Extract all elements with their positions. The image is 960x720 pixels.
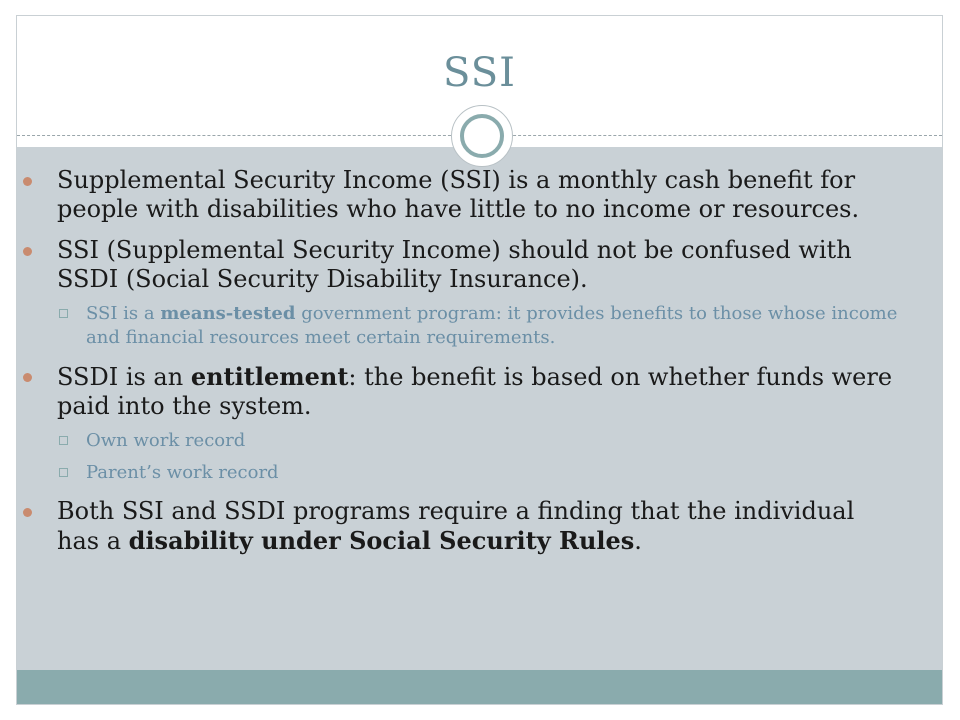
sub-bullet-list [57, 429, 900, 485]
bullet-text-pre: SSDI is an [57, 363, 191, 391]
bullet-item [20, 362, 900, 485]
hollow-square-bullet-icon [59, 436, 68, 445]
sub-bullet-list [57, 302, 900, 350]
bullet-item [20, 236, 900, 350]
ring-circle-icon [451, 105, 513, 167]
bullet-item [20, 497, 900, 556]
sub-text-pre: SSI is a [86, 303, 161, 324]
bullet-list [20, 166, 900, 568]
bullet-text-bold: entitlement [190, 362, 349, 391]
sub-text-post: government program: it provides benefits to those whose income and financial resources meet certain requirements. [86, 303, 898, 348]
filled-circle-bullet-icon [23, 508, 32, 517]
filled-circle-bullet-icon [23, 177, 32, 186]
hollow-square-bullet-icon [59, 468, 68, 477]
slide-title: SSI [443, 50, 516, 96]
filled-circle-bullet-icon [23, 373, 32, 382]
sub-text-bold: means-tested [160, 303, 296, 324]
sub-bullet-item [57, 302, 900, 350]
bullet-text-post: . [634, 527, 642, 555]
bullet-text: SSI (Supplemental Security Income) should not be confused with SSDI (Social Security Disability Insurance). [57, 236, 852, 293]
sub-text: Own work record [86, 430, 246, 451]
bullet-text-bold: disability under Social Security Rules [128, 526, 635, 555]
footer-bar [17, 670, 942, 705]
sub-text: Parent’s work record [86, 462, 279, 483]
sub-bullet-item [57, 461, 900, 485]
bullet-text-post: : the benefit is based on whether funds were paid into the system. [57, 363, 893, 420]
bullet-text-pre: Both SSI and SSDI programs require a finding that the individual has a [57, 497, 855, 555]
hollow-square-bullet-icon [59, 309, 68, 318]
filled-circle-bullet-icon [23, 247, 32, 256]
bullet-text: Supplemental Security Income (SSI) is a monthly cash benefit for people with disabilities who have little to no income or resources. [57, 166, 860, 223]
ring-inner [460, 114, 504, 158]
bullet-item [20, 166, 900, 224]
sub-bullet-item [57, 429, 900, 453]
